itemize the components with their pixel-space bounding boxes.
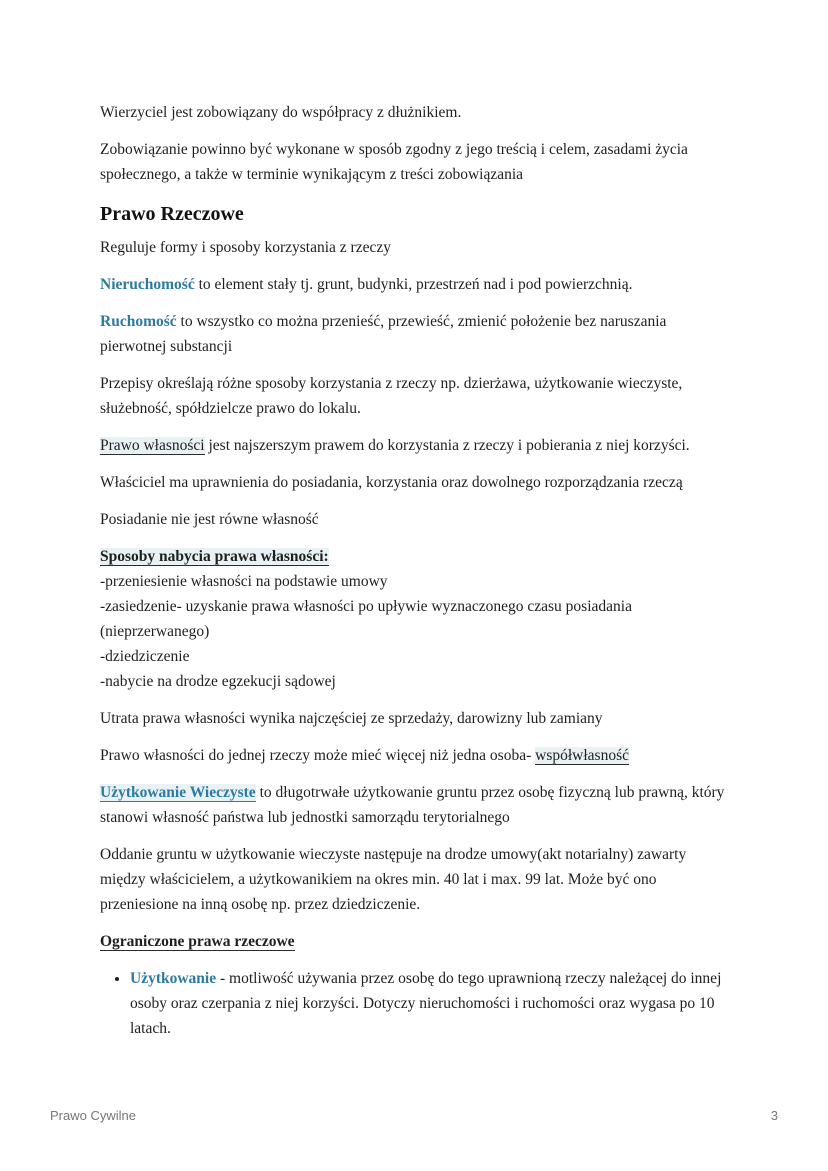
paragraph-text: - motliwość używania przez osobę do tego uprawnioną rzeczy należącej do innej osoby oraz czerpania z niej korzyści. Dotyczy nieruchomości i ruchomości oraz wygasa po 10 latach. [130, 970, 722, 1037]
paragraph [100, 780, 730, 830]
term-nieruchomosc: Nieruchomość [100, 276, 195, 293]
paragraph-text: to element stały tj. grunt, budynki, przestrzeń nad i pod powierzchnią. [194, 276, 633, 293]
paragraph: Utrata prawa własności wynika najczęściej ze sprzedaży, darowizny lub zamiany [100, 710, 603, 727]
paragraph [100, 272, 730, 297]
paragraph: Oddanie gruntu w użytkowanie wieczyste następuje na drodze umowy(akt notarialny) zawarty między właścicielem, a użytkowanikiem na okres min. 40 lat i max. 99 lat. Może być ono przeniesione na inną osobę np. przez dziedziczenie. [100, 846, 687, 913]
paragraph [100, 309, 730, 359]
acquisition-heading: Sposoby nabycia prawa własności: [100, 548, 329, 565]
list-item: -zasiedzenie- uzyskanie prawa własności po upływie wyznaczonego czasu posiadania (nieprzerwanego) [100, 598, 632, 640]
paragraph-text: to długotrwałe użytkowanie gruntu przez osobę fizyczną lub prawną, który stanowi własność państwa lub jednostki samorządu terytorialnego [100, 784, 725, 826]
paragraph: Właściciel ma uprawnienia do posiadania, korzystania oraz dowolnego rozporządzania rzeczą [100, 474, 683, 491]
paragraph: Wierzyciel jest zobowiązany do współpracy z dłużnikiem. [100, 104, 462, 121]
list-item [130, 966, 730, 1041]
list-item: -dziedziczenie [100, 648, 190, 665]
limited-rights-list [100, 966, 730, 1041]
term-uzytkowanie-wieczyste: Użytkowanie Wieczyste [100, 784, 256, 801]
term-wspolwlasnosc: współwłasność [535, 747, 629, 764]
paragraph: Przepisy określają różne sposoby korzystania z rzeczy np. dzierżawa, użytkowanie wieczyste, służebność, spółdzielcze prawo do lokalu. [100, 375, 683, 417]
document-page [100, 100, 730, 1041]
limited-rights-heading: Ograniczone prawa rzeczowe [100, 933, 295, 950]
paragraph: Zobowiązanie powinno być wykonane w sposób zgodny z jego treścią i celem, zasadami życia społecznego, a także w terminie wynikającym z treści zobowiązania [100, 141, 688, 183]
paragraph [100, 743, 730, 768]
paragraph-text: Prawo własności do jednej rzeczy może mieć więcej niż jedna osoba- [100, 747, 536, 764]
paragraph [100, 929, 730, 954]
paragraph [100, 433, 730, 458]
paragraph: Posiadanie nie jest równe własność [100, 511, 319, 528]
term-uzytkowanie: Użytkowanie [130, 970, 217, 987]
footer-title: Prawo Cywilne [50, 1108, 136, 1123]
paragraph: Reguluje formy i sposoby korzystania z rzeczy [100, 239, 391, 256]
term-prawo-wlasnosci: Prawo własności [100, 437, 205, 454]
section-heading: Prawo Rzeczowe [100, 203, 244, 225]
list-item: -nabycie na drodze egzekucji sądowej [100, 673, 336, 690]
paragraph-text: to wszystko co można przenieść, przewieść, zmienić położenie bez naruszania pierwotnej substancji [100, 313, 667, 355]
term-ruchomosc: Ruchomość [100, 313, 177, 330]
page-number: 3 [770, 1108, 778, 1123]
acquisition-list [100, 544, 730, 694]
paragraph-text: jest najszerszym prawem do korzystania z rzeczy i pobierania z niej korzyści. [204, 437, 690, 454]
list-item: -przeniesienie własności na podstawie umowy [100, 573, 388, 590]
